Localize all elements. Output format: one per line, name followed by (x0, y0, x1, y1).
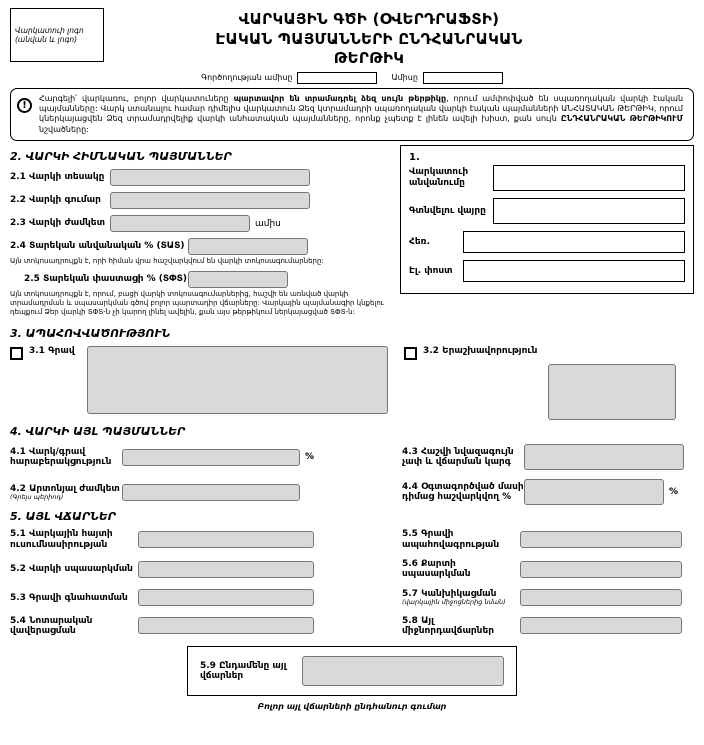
field-4-4 (402, 479, 694, 505)
field-2-4-label: 2.4 Տարեկան անվանական % (ՏԱՏ) (10, 241, 185, 252)
field-2-5-note: Այն տոկոսադրույքն է, որում, բացի վարկի տոկոսագումարներից, հաշվի են առնված վարկի տրամադրման և սպասարկման գծով բոլոր պարտադիր վճարները: Վարկային պայմանագիր կնքելու դեպքում Ձեր վարկի ՏՓՏ-ն չի կարող լինել ավելին, քան այս թերթիկում ներկայացված ՏՓՏ-ն: (10, 290, 384, 317)
guarantee-checkbox[interactable] (404, 347, 417, 360)
field-4-4-input[interactable] (524, 479, 664, 505)
field-5-1-input[interactable] (138, 531, 314, 548)
field-2-1 (10, 169, 388, 186)
month-label: Ամիսը (391, 73, 418, 82)
field-5-7-sublabel: (վարկային միջոցներից նման) (402, 598, 506, 607)
lender-phone-row (409, 231, 685, 253)
field-5-1-label: 5.1 Վարկային հայտի ուսումնասիրության (10, 529, 113, 550)
field-4-4-suffix: % (669, 487, 679, 498)
info-icon: ! (17, 98, 32, 113)
field-2-5 (10, 271, 388, 288)
lender-name-label: Վարկատուի անվանումը (409, 167, 469, 189)
field-5-4-label: 5.4 Նոտարական վավերացման (10, 615, 93, 636)
lender-panel-number: 1. (409, 152, 420, 164)
collateral-item (10, 346, 388, 420)
field-2-4-input[interactable] (188, 238, 308, 255)
month-pair (391, 72, 502, 84)
guarantee-input[interactable] (548, 364, 676, 420)
title-line-2: ԷԱԿԱՆ ՊԱՅՄԱՆՆԵՐԻ ԸՆԴՀԱՆՐԱԿԱՆ (215, 29, 523, 48)
section-2-heading: 2. ՎԱՐԿԻ ՀԻՄՆԱԿԱՆ ՊԱՅՄԱՆՆԵՐ (10, 150, 232, 164)
field-4-3 (402, 444, 694, 470)
field-4-3-input[interactable] (524, 444, 684, 470)
title-line-3: ԹԵՐԹԻԿ (333, 49, 405, 67)
field-5-7-input[interactable] (520, 589, 682, 606)
field-5-5-label: 5.5 Գրավի ապահովագրության (402, 529, 500, 550)
section-5 (10, 510, 694, 636)
field-2-1-label: 2.1 Վարկի տեսակը (10, 172, 105, 183)
field-5-3-input[interactable] (138, 589, 314, 606)
field-2-3-label: 2.3 Վարկի ժամկետ (10, 218, 105, 229)
month-input[interactable] (423, 72, 503, 84)
field-4-1 (10, 444, 388, 470)
section-3-heading: 3. ԱՊԱՀՈՎՎԱԾՈՒԹՅՈՒՆ (10, 327, 171, 341)
lender-panel (400, 145, 694, 322)
lender-panel-box (400, 145, 694, 294)
notice-box (10, 88, 694, 142)
field-2-2-label: 2.2 Վարկի գումար (10, 195, 101, 206)
field-2-4-note: Այն տոկոսադրույքն է, որի հիման վրա հաշվարկվում են վարկի տոկոսագումարները: (10, 257, 324, 266)
field-4-3-label: 4.3 Հաշվի նվազագույն չափ և վճարման կարգ (402, 447, 514, 468)
issue-date-pair (201, 72, 377, 84)
notice-seg-5: նշվածները: (39, 124, 89, 134)
total-box (187, 646, 517, 696)
lender-name-input[interactable] (493, 165, 685, 191)
guarantee-item (404, 346, 694, 420)
section-3 (10, 327, 694, 420)
main-row (10, 145, 694, 322)
footer-note: Բոլոր այլ վճարների ընդհանուր գումար (257, 702, 447, 712)
field-5-6-input[interactable] (520, 561, 682, 578)
lender-location-label: Գտնվելու վայրը (409, 205, 486, 216)
field-4-2 (10, 479, 388, 505)
field-2-4 (10, 238, 388, 255)
field-4-1-label: 4.1 Վարկ/գրավ հարաբերակցություն (10, 447, 112, 468)
field-4-1-suffix: % (305, 452, 315, 463)
field-2-2-input[interactable] (110, 192, 310, 209)
section-4-grid (10, 444, 694, 505)
collateral-input[interactable] (87, 346, 388, 414)
section-3-grid (10, 346, 694, 420)
field-5-7 (402, 589, 694, 607)
field-5-3 (10, 589, 388, 607)
total-wrap (10, 646, 694, 696)
lender-location-input[interactable] (493, 198, 685, 224)
field-5-8-input[interactable] (520, 617, 682, 634)
guarantee-label: 3.2 Երաշխավորություն (423, 346, 538, 357)
title-line-1: ՎԱՐԿԱՅԻՆ ԳԾԻ (ՕՎԵՐԴՐԱՖՏԻ) (238, 10, 500, 28)
lender-email-input[interactable] (463, 260, 685, 282)
issue-date-label: Գործողության ամիսը (201, 73, 293, 82)
notice-seg-4: ԸՆԴՀԱՆՐԱԿԱՆ ԹԵՐԹԻԿՈՒՄ (560, 114, 683, 124)
section-4 (10, 425, 694, 505)
field-5-5-input[interactable] (520, 531, 682, 548)
lender-phone-input[interactable] (463, 231, 685, 253)
section-2 (10, 145, 388, 322)
field-4-1-input[interactable] (122, 449, 300, 466)
field-5-7-wrap (402, 589, 520, 607)
section-5-grid (10, 529, 694, 636)
field-5-8-label: 5.8 Այլ միջնորդավճարներ (402, 615, 495, 636)
lender-location-row (409, 198, 685, 224)
field-5-7-label: 5.7 Կանխիկացման (402, 588, 497, 599)
field-4-2-input[interactable] (122, 484, 300, 501)
field-5-8 (402, 616, 694, 637)
lender-logo-placeholder (10, 8, 104, 62)
notice-seg-2: պարտավոր են տրամադրել ձեզ սույն թերթիկը (233, 93, 447, 103)
field-5-3-label: 5.3 Գրավի գնահատման (10, 592, 128, 603)
notice-seg-3: , որում ամփոփված են սպառողական վարկի էական պայմանները: Վարկ ստանալու համար դիմելիս վարկատուն Ձեզ կտրամադրի սպառողական վարկի էական պայմանների ԱՆՀԱՏԱԿԱՆ ԹԵՐԹԻԿ, որում կներկայացվեն Ձեզ տրամադրվելիք վարկի անհատական պայմանները, որոնք չպետք է լինեն ավելի խիստ, քան սույն (39, 93, 684, 124)
section-4-heading: 4. ՎԱՐԿԻ ԱՅԼ ՊԱՅՄԱՆՆԵՐ (10, 425, 186, 439)
field-5-2-input[interactable] (138, 561, 314, 578)
collateral-checkbox[interactable] (10, 347, 23, 360)
notice-text (39, 94, 683, 136)
lender-name-row (409, 165, 685, 191)
issue-date-input[interactable] (297, 72, 377, 84)
field-2-5-input[interactable] (188, 271, 288, 288)
field-4-2-wrap (10, 484, 122, 502)
field-5-1 (10, 529, 388, 550)
total-input[interactable] (302, 656, 504, 686)
lender-logo-label: Վարկատուի լոգո (անվան և լոգո) (15, 25, 84, 44)
field-4-4-label: 4.4 Օգտագործված մասի դիմաց հաշվարկվող % (402, 482, 524, 503)
page-title (104, 8, 634, 69)
field-5-2-label: 5.2 Վարկի սպասարկման (10, 564, 133, 575)
lender-email-row (409, 260, 685, 282)
header (10, 8, 694, 69)
guarantee-head (404, 346, 694, 360)
date-row (10, 72, 694, 84)
field-5-4 (10, 616, 388, 637)
field-4-2-sublabel: (Գրեյս պերիոդ) (10, 492, 64, 501)
field-5-4-input[interactable] (138, 617, 314, 634)
lender-phone-label: Հեռ. (409, 236, 431, 247)
field-5-6 (402, 559, 694, 580)
field-2-2 (10, 192, 388, 209)
collateral-label: 3.1 Գրավ (29, 346, 75, 357)
lender-email-label: Էլ. փոստ (409, 265, 453, 276)
notice-seg-1: Հարգելի՛ վարկառու, բոլոր վարկատուները (39, 93, 234, 103)
total-label: 5.9 Ընդամենը այլ վճարներ (200, 660, 287, 682)
field-2-1-input[interactable] (110, 169, 310, 186)
field-5-6-label: 5.6 Քարտի սպասարկման (402, 559, 471, 580)
field-2-3-input[interactable] (110, 215, 250, 232)
field-5-5 (402, 529, 694, 550)
section-5-heading: 5. ԱՅԼ ՎՃԱՐՆԵՐ (10, 510, 116, 524)
field-2-3-suffix: ամիս (255, 218, 281, 229)
field-4-2-label: 4.2 Արտոնյալ ժամկետ (10, 483, 120, 494)
field-2-5-label: 2.5 Տարեկան փաստացի % (ՏՓՏ) (24, 274, 188, 285)
field-2-3 (10, 215, 388, 232)
field-5-2 (10, 559, 388, 580)
